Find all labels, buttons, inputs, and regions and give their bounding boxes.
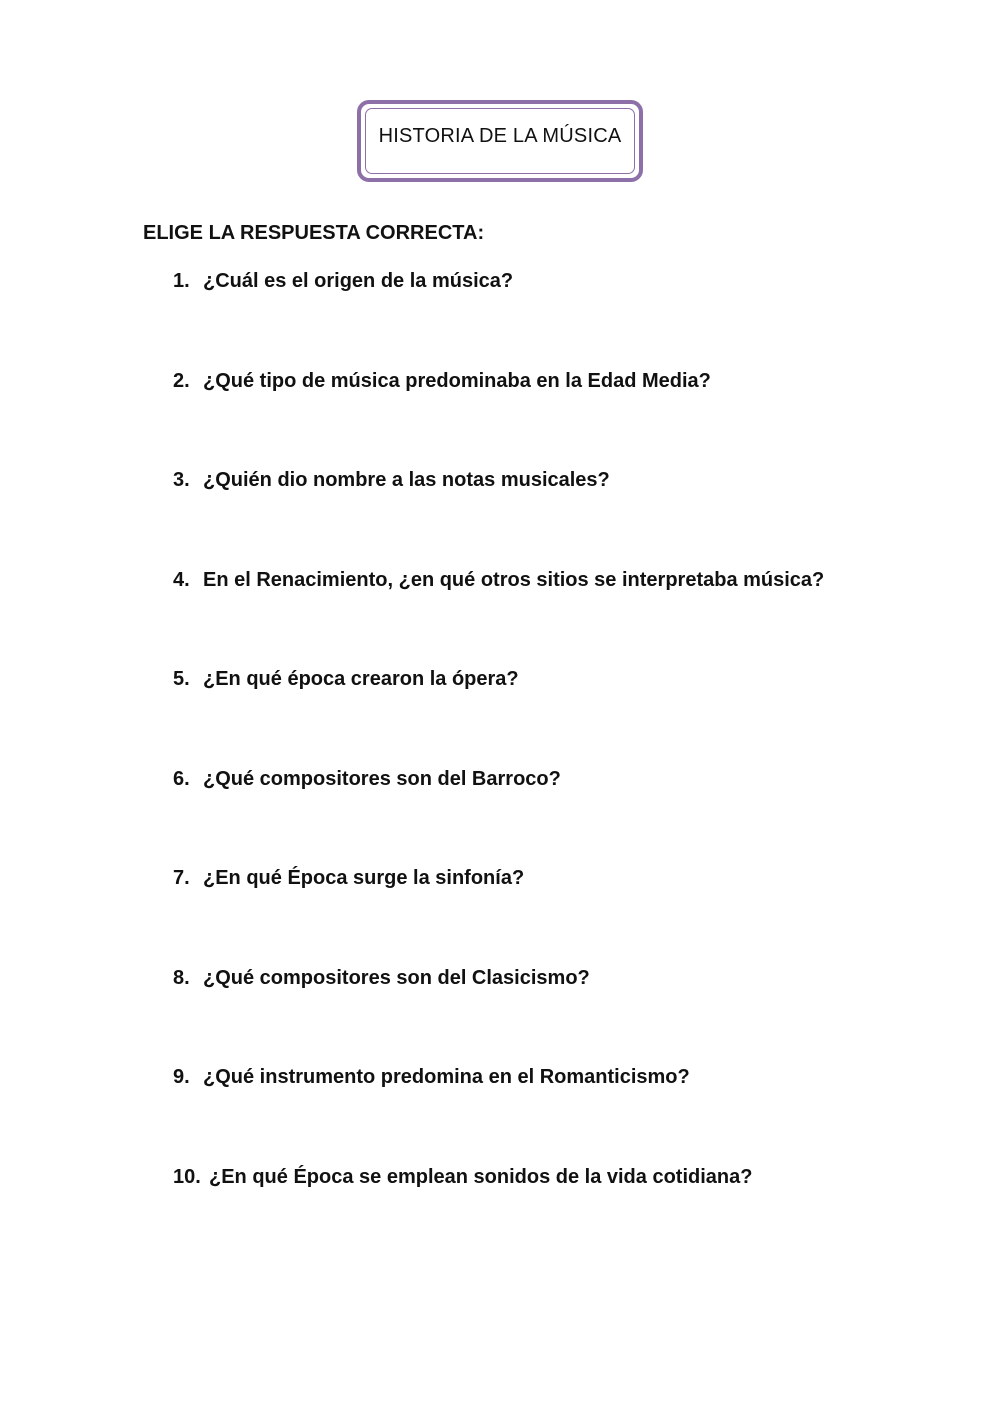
- question-item-1: [173, 270, 953, 370]
- title-frame: [357, 100, 643, 182]
- question-text: ¿Qué instrumento predomina en el Romanticismo?: [203, 1066, 690, 1088]
- page-title: HISTORIA DE LA MÚSICA: [378, 124, 622, 147]
- question-text: ¿En qué Época se emplean sonidos de la vida cotidiana?: [209, 1165, 753, 1188]
- question-number: 9.: [173, 1066, 190, 1088]
- question-item-7: [173, 867, 953, 967]
- question-item-8: [173, 967, 953, 1067]
- instruction-heading: ELIGE LA RESPUESTA CORRECTA:: [143, 222, 485, 244]
- question-text: ¿En qué Época surge la sinfonía?: [203, 867, 525, 889]
- question-text: ¿Quién dio nombre a las notas musicales?: [203, 469, 610, 491]
- question-number: 4.: [173, 568, 190, 591]
- question-number: 7.: [173, 867, 190, 889]
- title-frame-inner: [365, 108, 635, 174]
- question-list: [173, 270, 953, 1265]
- question-text: ¿Qué compositores son del Clasicismo?: [203, 966, 590, 989]
- question-item-2: [173, 370, 953, 470]
- question-item-3: [173, 469, 953, 569]
- question-number: 1.: [173, 270, 190, 292]
- question-text: ¿En qué época crearon la ópera?: [203, 668, 519, 690]
- question-text: ¿Qué tipo de música predominaba en la Edad Media?: [203, 369, 711, 392]
- question-item-9: [173, 1066, 953, 1166]
- question-number: 10.: [173, 1165, 201, 1188]
- question-number: 5.: [173, 668, 190, 690]
- question-item-5: [173, 668, 953, 768]
- question-text: ¿Cuál es el origen de la música?: [203, 270, 514, 292]
- question-item-4: [173, 569, 953, 669]
- question-number: 6.: [173, 767, 190, 790]
- question-number: 3.: [173, 469, 190, 491]
- question-text: ¿Qué compositores son del Barroco?: [203, 767, 561, 790]
- question-item-10: [173, 1166, 953, 1266]
- question-item-6: [173, 768, 953, 868]
- question-number: 2.: [173, 369, 190, 392]
- question-text: En el Renacimiento, ¿en qué otros sitios se interpretaba música?: [203, 568, 825, 591]
- question-number: 8.: [173, 966, 190, 989]
